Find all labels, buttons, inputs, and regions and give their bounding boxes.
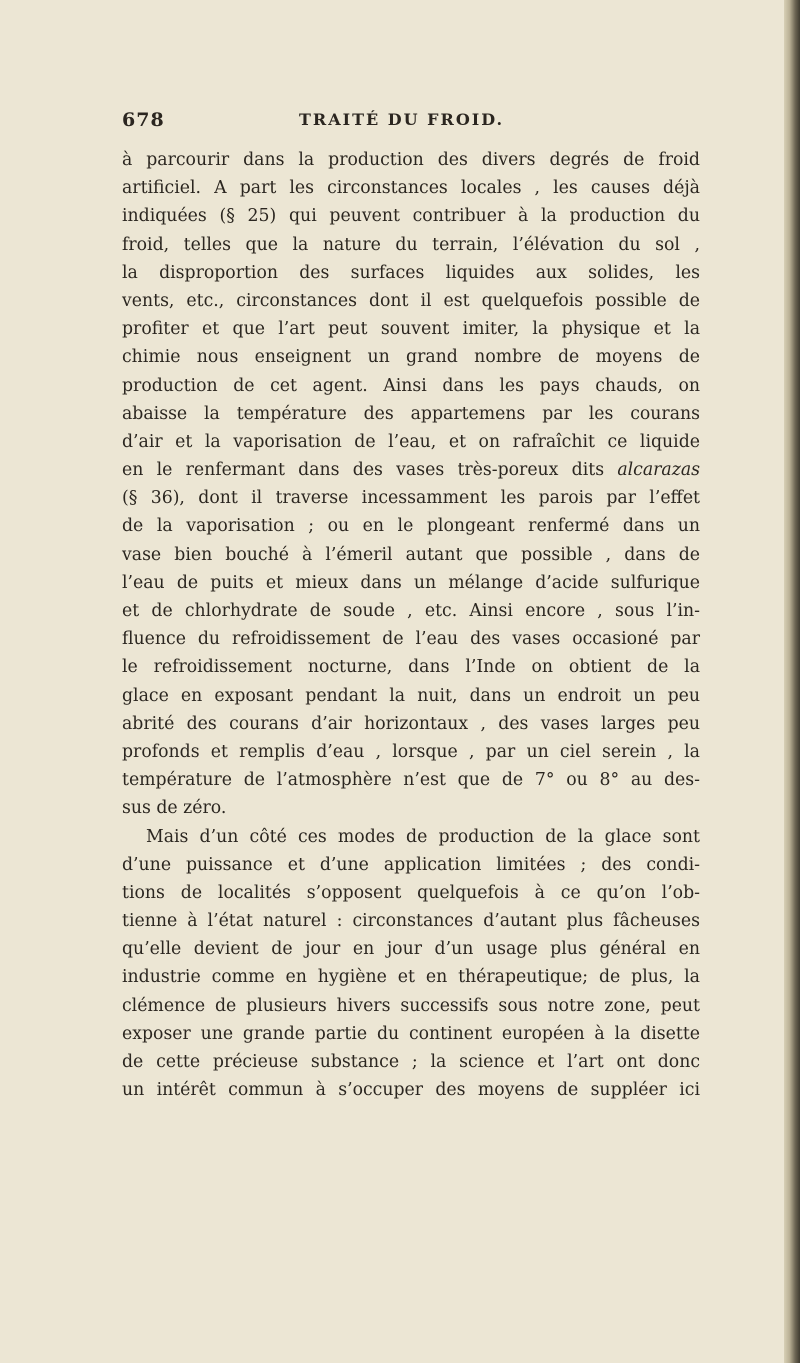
- text-line: production de cet agent. Ainsi dans les pays chauds, on: [122, 375, 700, 396]
- text-line: froid, telles que la nature du terrain, l’élévation du sol ,: [122, 234, 700, 255]
- text-line: de cette précieuse substance ; la science et l’art ont donc: [122, 1052, 700, 1072]
- text-line: profiter et que l’art peut souvent imiter, la physique et la: [122, 319, 700, 340]
- text-line: indiquées (§ 25) qui peuvent contribuer à la production du: [122, 206, 700, 227]
- page-edge-shadow: [784, 0, 800, 1363]
- text-line: l’eau de puits et mieux dans un mélange d’acide sulfurique: [122, 572, 700, 593]
- text-line: abaisse la température des appartemens par les courans: [122, 403, 700, 424]
- text-line: abrité des courans d’air horizontaux , des vases larges peu: [122, 713, 700, 734]
- paragraph-start-line: Mais d’un côté ces modes de production de la glace sont: [146, 826, 700, 847]
- text-line: qu’elle devient de jour en jour d’un usage plus général en: [122, 939, 700, 960]
- text-line: fluence du refroidissement de l’eau des vases occasioné par: [122, 629, 700, 650]
- text-line: industrie comme en hygiène et en thérapeutique; de plus, la: [122, 967, 700, 988]
- page-header: [122, 109, 692, 139]
- running-title: TRAITÉ DU FROID.: [299, 110, 505, 129]
- text-line: chimie nous enseignent un grand nombre de moyens de: [122, 347, 700, 368]
- text-line: un intérêt commun à s’occuper des moyens de suppléer ici: [122, 1080, 700, 1101]
- text-line: et de chlorhydrate de soude , etc. Ainsi encore , sous l’in-: [122, 601, 700, 621]
- text-line: artificiel. A part les circonstances locales , les causes déjà: [122, 178, 700, 199]
- text-line: le refroidissement nocturne, dans l’Inde on obtient de la: [122, 657, 700, 678]
- text-line: température de l’atmosphère n’est que de 7° ou 8° au des-: [122, 770, 700, 791]
- text-line: tienne à l’état naturel : circonstances d’autant plus fâcheuses: [122, 911, 700, 932]
- text-line: d’air et la vaporisation de l’eau, et on rafraîchit ce liquide: [122, 431, 700, 452]
- text-line: (§ 36), dont il traverse incessamment les parois par l’effet: [122, 488, 700, 509]
- text-line: la disproportion des surfaces liquides aux solides, les: [122, 262, 700, 283]
- text-line: exposer une grande partie du continent européen à la disette: [122, 1023, 700, 1044]
- text-line: profonds et remplis d’eau , lorsque , par un ciel serein , la: [122, 741, 700, 762]
- text-segment: en le renfermant dans des vases très-poreux dits: [122, 460, 605, 481]
- page-number: 678: [122, 109, 165, 131]
- text-line: à parcourir dans la production des divers degrés de froid: [122, 150, 700, 170]
- text-line: de la vaporisation ; ou en le plongeant renfermé dans un: [122, 516, 700, 537]
- text-line-with-italic: [122, 456, 700, 484]
- text-line: tions de localités s’opposent quelquefois à ce qu’on l’ob-: [122, 882, 700, 903]
- text-line: vents, etc., circonstances dont il est quelquefois possible de: [122, 290, 700, 311]
- text-line: glace en exposant pendant la nuit, dans un endroit un peu: [122, 685, 700, 706]
- body-text: [122, 146, 700, 1104]
- text-line: sus de zéro.: [122, 798, 227, 819]
- text-line: d’une puissance et d’une application limitées ; des condi-: [122, 854, 700, 875]
- text-line: clémence de plusieurs hivers successifs sous notre zone, peut: [122, 995, 700, 1016]
- text-line: vase bien bouché à l’émeril autant que possible , dans de: [122, 544, 700, 565]
- italic-term: alcarazas: [617, 460, 700, 481]
